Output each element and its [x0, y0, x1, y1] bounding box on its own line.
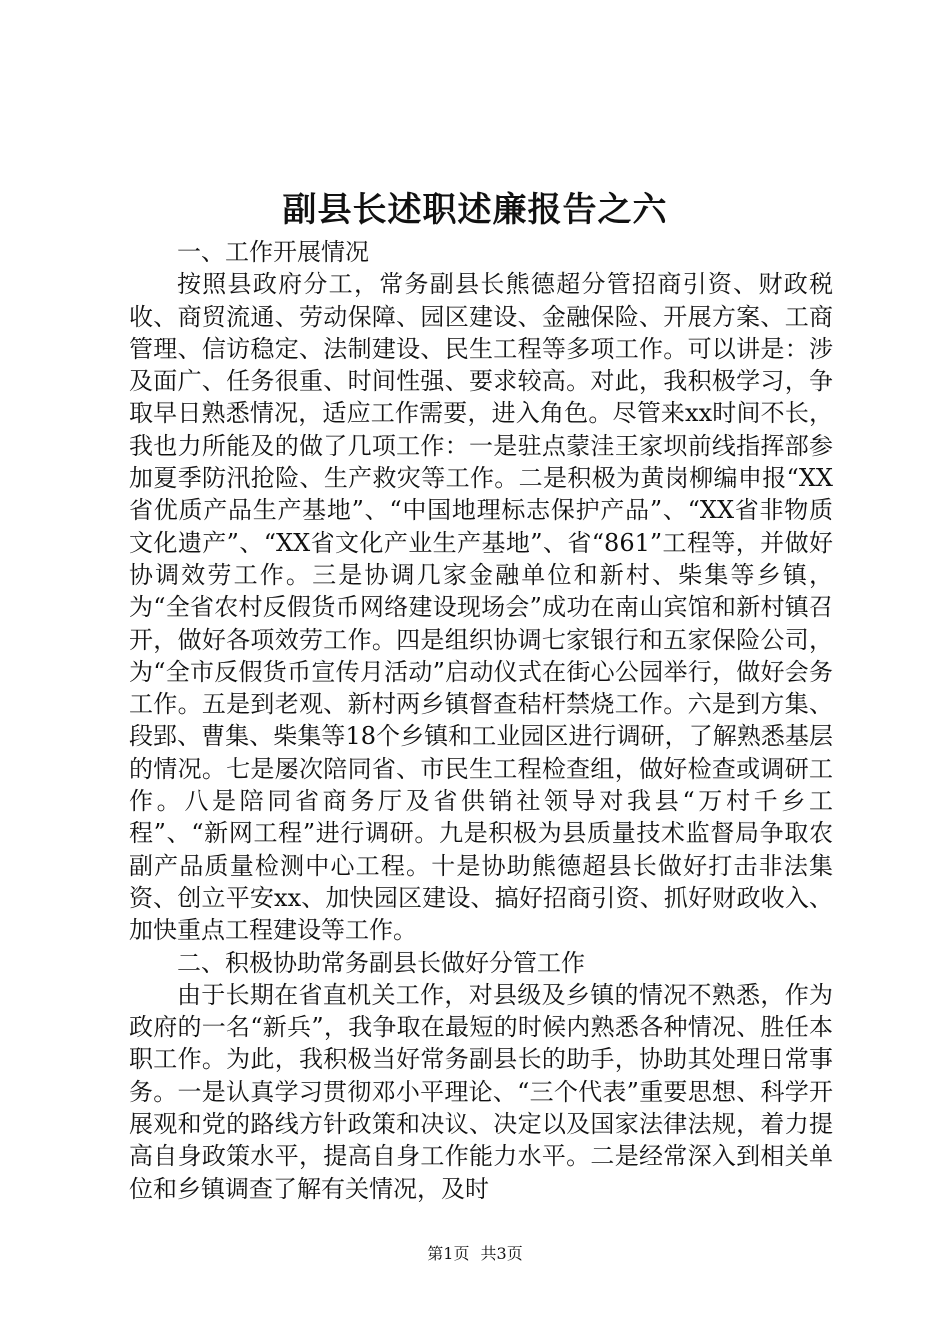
- paragraph-assist-duties: 由于长期在省直机关工作，对县级及乡镇的情况不熟悉，作为政府的一名“新兵”，我争取在最短的时候内熟悉各种情况、胜任本职工作。为此，我积极当好常务副县长的助手，协助其处理日常事务。一是认真学习贯彻邓小平理论、“三个代表”重要思想、科学开展观和党的路线方针政策和决议、决定以及国家法律法规，着力提高自身政策水平，提高自身工作能力水平。二是经常深入到相关单位和乡镇调查了解有关情况，及时: [129, 980, 833, 1203]
- document-title: 副县长述职述廉报告之六: [282, 190, 668, 230]
- section-heading-1: 一、工作开展情况: [177, 238, 369, 266]
- page-number: 第1页: [427, 1244, 470, 1263]
- section-heading-2: 二、积极协助常务副县长做好分管工作: [177, 948, 585, 977]
- document-body: [129, 236, 833, 1205]
- page-total: 共3页: [480, 1244, 523, 1263]
- paragraph-work-overview: 按照县政府分工，常务副县长熊德超分管招商引资、财政税收、商贸流通、劳动保障、园区建设、金融保险、开展方案、工商管理、信访稳定、法制建设、民生工程等多项工作。可以讲是：涉及面广、任务很重、时间性强、要求较高。对此，我积极学习，争取早日熟悉情况，适应工作需要，进入角色。尽管来xx时间不长，我也力所能及的做了几项工作：一是驻点蒙洼王家坝前线指挥部参加夏季防汛抢险、生产救灾等工作。二是积极为黄岗柳编申报“XX省优质产品生产基地”、“中国地理标志保护产品”、“XX省非物质文化遗产”、“XX省文化产业生产基地”、省“861”工程等，并做好协调效劳工作。三是协调几家金融单位和新村、柴集等乡镇，为“全省农村反假货币网络建设现场会”成功在南山宾馆和新村镇召开，做好各项效劳工作。四是组织协调七家银行和五家保险公司，为“全市反假货币宣传月活动”启动仪式在街心公园举行，做好会务工作。五是到老观、新村两乡镇督查秸杆禁烧工作。六是到方集、段郢、曹集、柴集等18个乡镇和工业园区进行调研，了解熟悉基层的情况。七是屡次陪同省、市民生工程检查组，做好检查或调研工作。八是陪同省商务厅及省供销社领导对我县“万村千乡工程”、“新网工程”进行调研。九是积极为县质量技术监督局争取农副产品质量检测中心工程。十是协助熊德超县长做好打击非法集资、创立平安xx、加快园区建设、搞好招商引资、抓好财政收入、加快重点工程建设等工作。: [129, 270, 833, 945]
- page-footer: [0, 1243, 950, 1265]
